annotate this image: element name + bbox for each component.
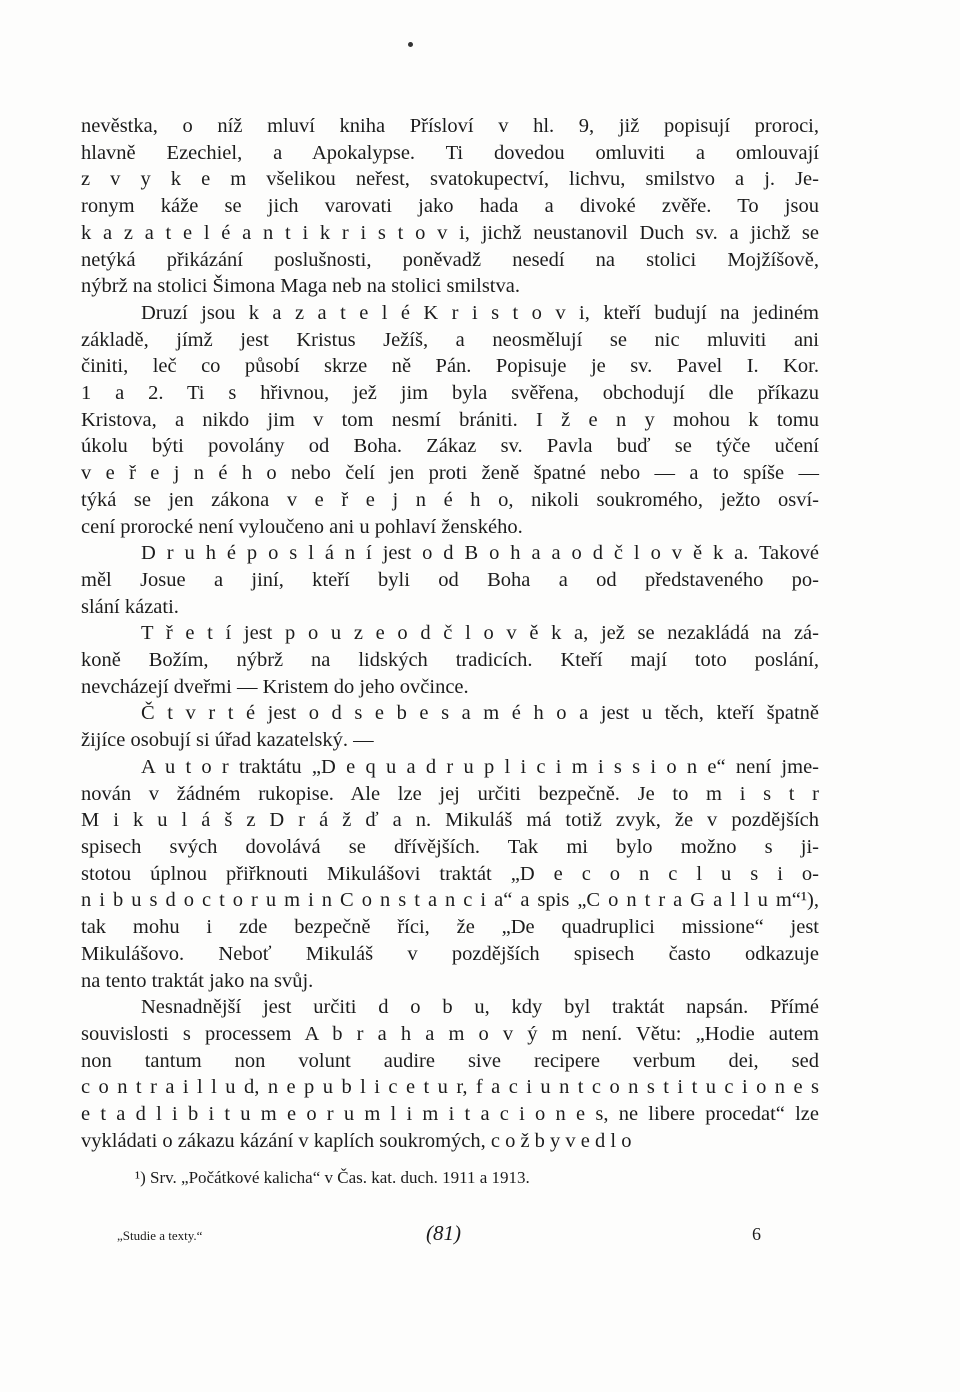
text-line: měl Josue a jiní, kteří byli od Boha a od představeného po- <box>81 568 819 591</box>
text-line: nován v žádném rukopise. Ale lze jej určiti bezpečně. Je to m i s t r <box>81 782 819 805</box>
body-text <box>81 113 819 1154</box>
signature-mark: 6 <box>752 1224 761 1244</box>
text-line: na tento traktát jako na svůj. <box>81 969 314 992</box>
text-line: A u t o r traktátu „D e q u a d r u p l i c i m i s s i o n e“ není jme- <box>141 755 819 778</box>
text-line: nýbrž na stolici Šimona Maga neb na stolici smilstva. <box>81 275 520 298</box>
text-line: 1 a 2. Ti s hřivnou, jež jim byla svěřena, obchodují dle příkazu <box>81 382 819 405</box>
text-line: Nesnadnější jest určiti d o b u, kdy byl traktát napsán. Přímé <box>141 996 819 1019</box>
text-line: činiti, leč co působí skrze ně Pán. Popisuje je sv. Pavel I. Kor. <box>81 355 819 378</box>
text-line: Mikulášovo. Neboť Mikuláš v pozdějších spisech často odkazuje <box>81 942 819 965</box>
text-line: slání kázati. <box>81 595 179 618</box>
text-line: Č t v r t é jest o d s e b e s a m é h o a jest u těch, kteří špatně <box>141 702 819 725</box>
text-line: koně Božím, nýbrž na lidských tradicích. Kteří mají toto poslání, <box>81 649 819 672</box>
text-line: stotou úplnou přiřknouti Mikulášovi traktát „D e c o n c l u s i o- <box>81 862 819 885</box>
text-line: týká se jen zákona v e ř e j n é h o, nikoli soukromého, ježto osví- <box>81 488 819 511</box>
text-line: M i k u l á š z D r á ž ď a n. Mikuláš má totiž zvyk, že v pozdějších <box>81 809 819 832</box>
page-number: (81) <box>426 1221 461 1245</box>
text-line: žijíce osobují si úřad kazatelský. — <box>81 729 374 752</box>
text-line: k a z a t e l é a n t i k r i s t o v i, jichž neustanovil Duch sv. a jichž se <box>81 221 819 244</box>
text-line: nevcházejí dveřmi — Kristem do jeho ovčince. <box>81 675 469 698</box>
footer-series-title: „Studie a texty.“ <box>117 1228 203 1243</box>
text-line: hlavně Ezechiel, a Apokalypse. Ti dovedou omluviti a omlouvají <box>81 141 819 164</box>
text-line: vykládati o zákazu kázání v kaplích soukromých, c o ž b y v e d l o <box>81 1129 632 1152</box>
text-line: non tantum non volunt audire sive recipere verbum dei, sed <box>81 1049 819 1072</box>
text-line: ronym káže se jich varovati jako hada a divoké zvěře. To jsou <box>81 195 819 218</box>
text-line: netýká přikázání poslušnosti, poněvadž nesedí na stolici Mojžíšově, <box>81 248 819 271</box>
text-line: z v y k e m všelikou neřest, svatokupectví, lichvu, smilstvo a j. Je- <box>81 168 819 191</box>
text-line: základě, jímž jest Kristus Ježíš, a neosmělují se nic mluviti ani <box>81 328 819 351</box>
text-line: D r u h é p o s l á n í jest o d B o h a a o d č l o v ě k a. Takové <box>141 542 819 565</box>
footnote: ¹) Srv. „Počátkové kalicha“ v Čas. kat. duch. 1911 a 1913. <box>135 1168 530 1187</box>
text-line: Druzí jsou k a z a t e l é K r i s t o v i, kteří budují na jediném <box>141 301 819 324</box>
text-line: Kristova, a nikdo jim v tom nesmí brániti. I ž e n y mohou k tomu <box>81 408 819 431</box>
text-line: cení prorocké není vyloučeno ani u pohlaví ženského. <box>81 515 523 538</box>
text-line: úkolu býti povolány od Boha. Zákaz sv. Pavla buď se týče učení <box>81 435 819 458</box>
text-line: e t a d l i b i t u m e o r u m l i m i t a c i o n e s, ne libere procedat“ lze <box>81 1103 819 1126</box>
text-line: T ř e t í jest p o u z e o d č l o v ě k a, jež se nezakládá na zá- <box>141 622 819 645</box>
text-line: v e ř e j n é h o nebo čelí jen proti ženě špatné nebo — a to spíše — <box>81 462 819 485</box>
text-line: n i b u s d o c t o r u m i n C o n s t a n c i a“ a spis „C o n t r a G a l l u m“¹), <box>81 889 819 912</box>
text-line: c o n t r a i l l u d, n e p u b l i c e t u r, f a c i u n t c o n s t i t u c i o n e s <box>81 1076 819 1099</box>
print-speck <box>408 42 413 47</box>
text-line: souvislosti s processem A b r a h a m o v ý m není. Větu: „Hodie autem <box>81 1022 819 1045</box>
text-line: nevěstka, o níž mluví kniha Přísloví v hl. 9, již popisují proroci, <box>81 115 819 137</box>
text-line: spisech svých dovolává se dřívějších. Tak mi bylo možno s ji- <box>81 835 819 858</box>
text-line: tak mohu i zde bezpečně říci, že „De quadruplici missione“ jest <box>81 916 819 939</box>
